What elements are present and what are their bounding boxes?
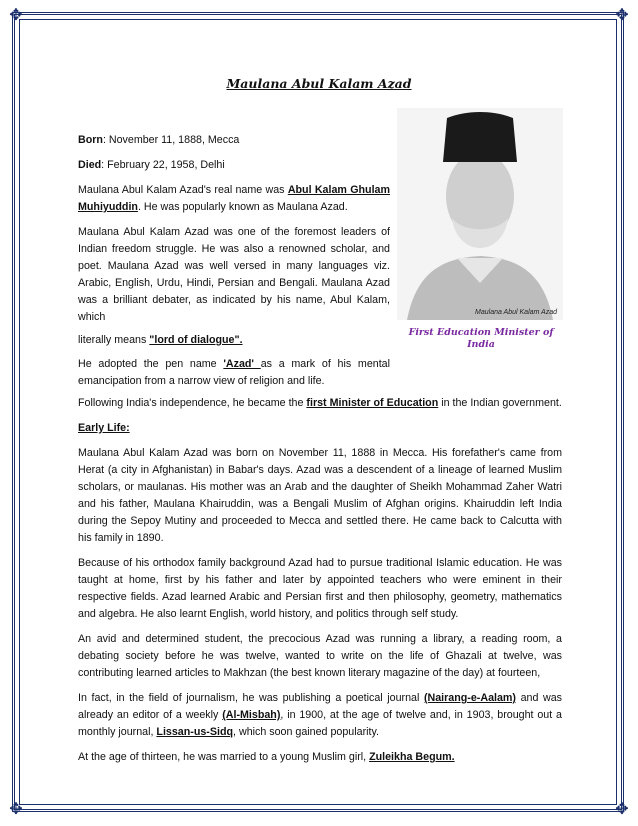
pen-name-paragraph <box>78 356 390 390</box>
journalism-paragraph <box>78 690 562 741</box>
education-paragraph: Because of his orthodox family background Azad had to pursue traditional Islamic education. He was taught at home, first by his father and later by appointed teachers who were eminent in their respective fields. Azad learned Arabic and Persian first and then philosophy, geometry, mathematics and algebra. He also learnt English, world history, and politics through self study. <box>78 557 562 620</box>
portrait-photo <box>397 108 563 320</box>
text: Maulana Abul Kalam Azad's real name was <box>78 184 288 196</box>
text: At the age of thirteen, he was married to a young Muslim girl, <box>78 751 370 763</box>
birth-paragraph: Maulana Abul Kalam Azad was born on November 11, 1888 in Mecca. His forefather's came from Herat (a city in Afghanistan) in Babar's days. Azad was a descendent of a lineage of learned Muslim scholars, or maulanas. His mother was an Arab and the daughter of Sheikh Mohammad Zaher Watri and his father, Maulana Khairuddin, was a Bengali Muslim of Afghan origins. Khairuddin left India during the Sepoy Mutiny and proceeded to Mecca and settled there. He came back to Calcutta with his family in 1890. <box>78 447 562 544</box>
lord-of-dialogue-line <box>78 332 390 349</box>
died-value: : February 22, 1958, Delhi <box>101 159 225 171</box>
text: In fact, in the field of journalism, he was publishing a poetical journal <box>78 692 424 704</box>
text: , in 1900, at the age of twelve and, in 1903, brought out a monthly journal, <box>78 709 562 738</box>
pen-name-link[interactable]: 'Azad' <box>223 358 261 370</box>
text: . He was popularly known as Maulana Azad. <box>137 201 348 213</box>
minister-paragraph <box>78 395 562 412</box>
photo-fez-cap <box>443 112 517 162</box>
text: and was already an editor of a weekly <box>78 692 563 721</box>
bio-intro <box>78 132 390 390</box>
died-line <box>78 157 390 174</box>
minister-link[interactable]: first Minister of Education <box>306 397 439 409</box>
lord-of-dialogue-link[interactable]: "lord of dialogue". <box>149 334 243 346</box>
student-paragraph: An avid and determined student, the precocious Azad was running a library, a reading room, a debating society before he was twelve, wanted to write on the life of Ghazali at twelve, was contributing learned articles to Makhzan (the best known literary magazine of the day) at fourteen, <box>78 633 562 679</box>
photo-caption: First Education Minister of India <box>408 327 554 350</box>
photo-signature: Maulana Abul Kalam Azad <box>475 309 557 316</box>
corner-ornament-icon: ✥ <box>9 801 23 818</box>
born-label: Born <box>78 134 103 146</box>
leader-paragraph: Maulana Abul Kalam Azad was one of the foremost leaders of Indian freedom struggle. He was also a renowned scholar, and poet. Maulana Azad was well versed in many languages viz. Arabic, English, Urdu, Hindi, Persian and Bengali. Maulana Azad was a brilliant debater, as indicated by his name, Abul Kalam, which <box>78 226 390 323</box>
bio-body <box>78 395 562 766</box>
corner-ornament-icon: ✥ <box>615 801 629 818</box>
marriage-paragraph <box>78 749 562 766</box>
zuleikha-link[interactable]: Zuleikha Begum. <box>369 751 455 763</box>
text: , which soon gained popularity. <box>233 726 379 738</box>
text: as a mark of his mental emancipation from a narrow view of religion and life. <box>78 358 390 387</box>
corner-ornament-icon: ✥ <box>9 7 23 24</box>
died-label: Died <box>78 159 102 171</box>
nairang-link[interactable]: (Nairang-e-Aalam) <box>423 692 516 704</box>
real-name-paragraph <box>78 182 390 216</box>
text: in the Indian government. <box>438 397 562 409</box>
text: He adopted the pen name <box>78 358 224 370</box>
corner-ornament-icon: ✥ <box>615 7 629 24</box>
born-line <box>78 132 390 149</box>
early-life-heading: Early Life: <box>78 422 130 434</box>
text: literally means <box>78 334 150 346</box>
text: Following India's independence, he became the <box>78 397 307 409</box>
real-name-link[interactable]: Abul Kalam Ghulam Muhiyuddin <box>78 184 390 213</box>
al-misbah-link[interactable]: (Al-Misbah) <box>222 709 281 721</box>
page-title: Maulana Abul Kalam Azad <box>226 76 412 91</box>
lissan-link[interactable]: Lissan-us-Sidq <box>156 726 234 738</box>
born-value: : November 11, 1888, Mecca <box>102 134 240 146</box>
